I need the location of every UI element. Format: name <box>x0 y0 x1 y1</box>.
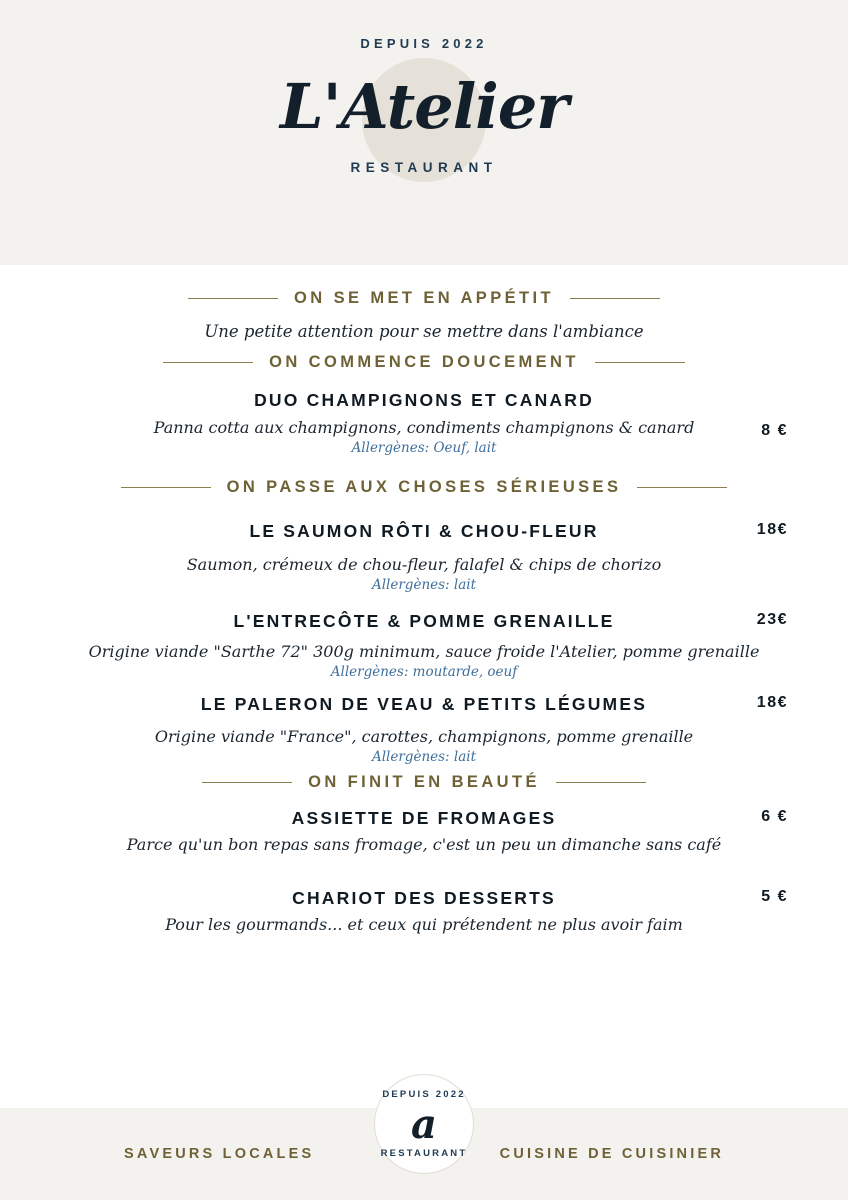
menu-item-description: Parce qu'un bon repas sans fromage, c'est un peu un dimanche sans café <box>126 835 722 854</box>
stamp-restaurant-text: RESTAURANT <box>380 1148 468 1159</box>
menu-item-row <box>60 888 788 909</box>
menu-item-allergens: Allergènes: Oeuf, lait <box>351 440 497 456</box>
menu-item <box>60 808 788 854</box>
menu-item-name: LE PALERON DE VEAU & PETITS LÉGUMES <box>200 694 648 714</box>
footer-logo-stamp <box>374 1074 474 1174</box>
logo-restaurant-name: L'Atelier <box>280 70 568 143</box>
menu-item-description: Saumon, crémeux de chou-fleur, falafel & chips de chorizo <box>186 555 662 574</box>
section-title: ON FINIT EN BEAUTÉ <box>308 773 540 791</box>
menu-item-name: DUO CHAMPIGNONS ET CANARD <box>254 390 594 410</box>
menu-item-description: Pour les gourmands... et ceux qui prétendent ne plus avoir faim <box>165 915 683 934</box>
menu-item-price: 18€ <box>756 521 788 538</box>
menu-item-price: 18€ <box>756 694 788 711</box>
section-header-commence <box>60 353 788 372</box>
menu-item-name: L'ENTRECÔTE & POMME GRENAILLE <box>233 611 615 631</box>
menu-item-allergens: Allergènes: moutarde, oeuf <box>330 664 518 680</box>
divider-line-left <box>202 782 292 783</box>
section-tagline: Une petite attention pour se mettre dans l'ambiance <box>204 322 644 341</box>
menu-item-description: Origine viande "France", carottes, champignons, pomme grenaille <box>154 727 694 746</box>
menu-item-row <box>60 521 788 542</box>
section-header-beaute <box>60 773 788 792</box>
menu-item <box>60 694 788 765</box>
menu-item <box>60 521 788 593</box>
menu-item-price: 6 € <box>761 808 788 825</box>
menu-item-description: Panna cotta aux champignons, condiments champignons & canard <box>153 418 695 437</box>
menu-content <box>0 265 848 934</box>
stamp-since-text: DEPUIS 2022 <box>382 1089 466 1100</box>
page-footer <box>0 1089 848 1200</box>
menu-item-name: CHARIOT DES DESSERTS <box>292 888 556 908</box>
menu-item-description: Origine viande "Sarthe 72" 300g minimum, sauce froide l'Atelier, pomme grenaille <box>88 642 760 661</box>
menu-item <box>60 390 788 456</box>
menu-item-row <box>60 808 788 829</box>
divider-line-left <box>163 362 253 363</box>
stamp-monogram: a <box>411 1101 437 1148</box>
section-header-serieuses <box>60 478 788 497</box>
section-header-appetit <box>60 289 788 308</box>
page-header <box>0 0 848 265</box>
logo-since-text: DEPUIS 2022 <box>360 36 488 51</box>
menu-item-allergens: Allergènes: lait <box>371 749 477 765</box>
divider-line-right <box>556 782 646 783</box>
footer-left-text: SAVEURS LOCALES <box>124 1146 315 1162</box>
menu-item <box>60 611 788 680</box>
footer-right-text: CUISINE DE CUISINIER <box>499 1146 724 1162</box>
section-title: ON PASSE AUX CHOSES SÉRIEUSES <box>226 478 622 496</box>
divider-line-right <box>637 487 727 488</box>
menu-item-allergens: Allergènes: lait <box>371 577 477 593</box>
divider-line-left <box>188 298 278 299</box>
divider-line-right <box>570 298 660 299</box>
menu-item-price: 23€ <box>756 611 788 628</box>
menu-item-row <box>60 390 788 411</box>
menu-item-row <box>60 694 788 715</box>
menu-item-name: ASSIETTE DE FROMAGES <box>291 808 557 828</box>
divider-line-left <box>121 487 211 488</box>
section-title: ON SE MET EN APPÉTIT <box>294 289 554 307</box>
section-title: ON COMMENCE DOUCEMENT <box>269 353 579 371</box>
menu-item-price: 8 € <box>761 422 788 439</box>
restaurant-logo <box>254 22 594 207</box>
menu-item-name: LE SAUMON RÔTI & CHOU-FLEUR <box>249 521 599 541</box>
divider-line-right <box>595 362 685 363</box>
menu-item-row <box>60 611 788 632</box>
logo-subtitle: RESTAURANT <box>350 160 498 175</box>
menu-item <box>60 888 788 934</box>
menu-item-price: 5 € <box>761 888 788 905</box>
